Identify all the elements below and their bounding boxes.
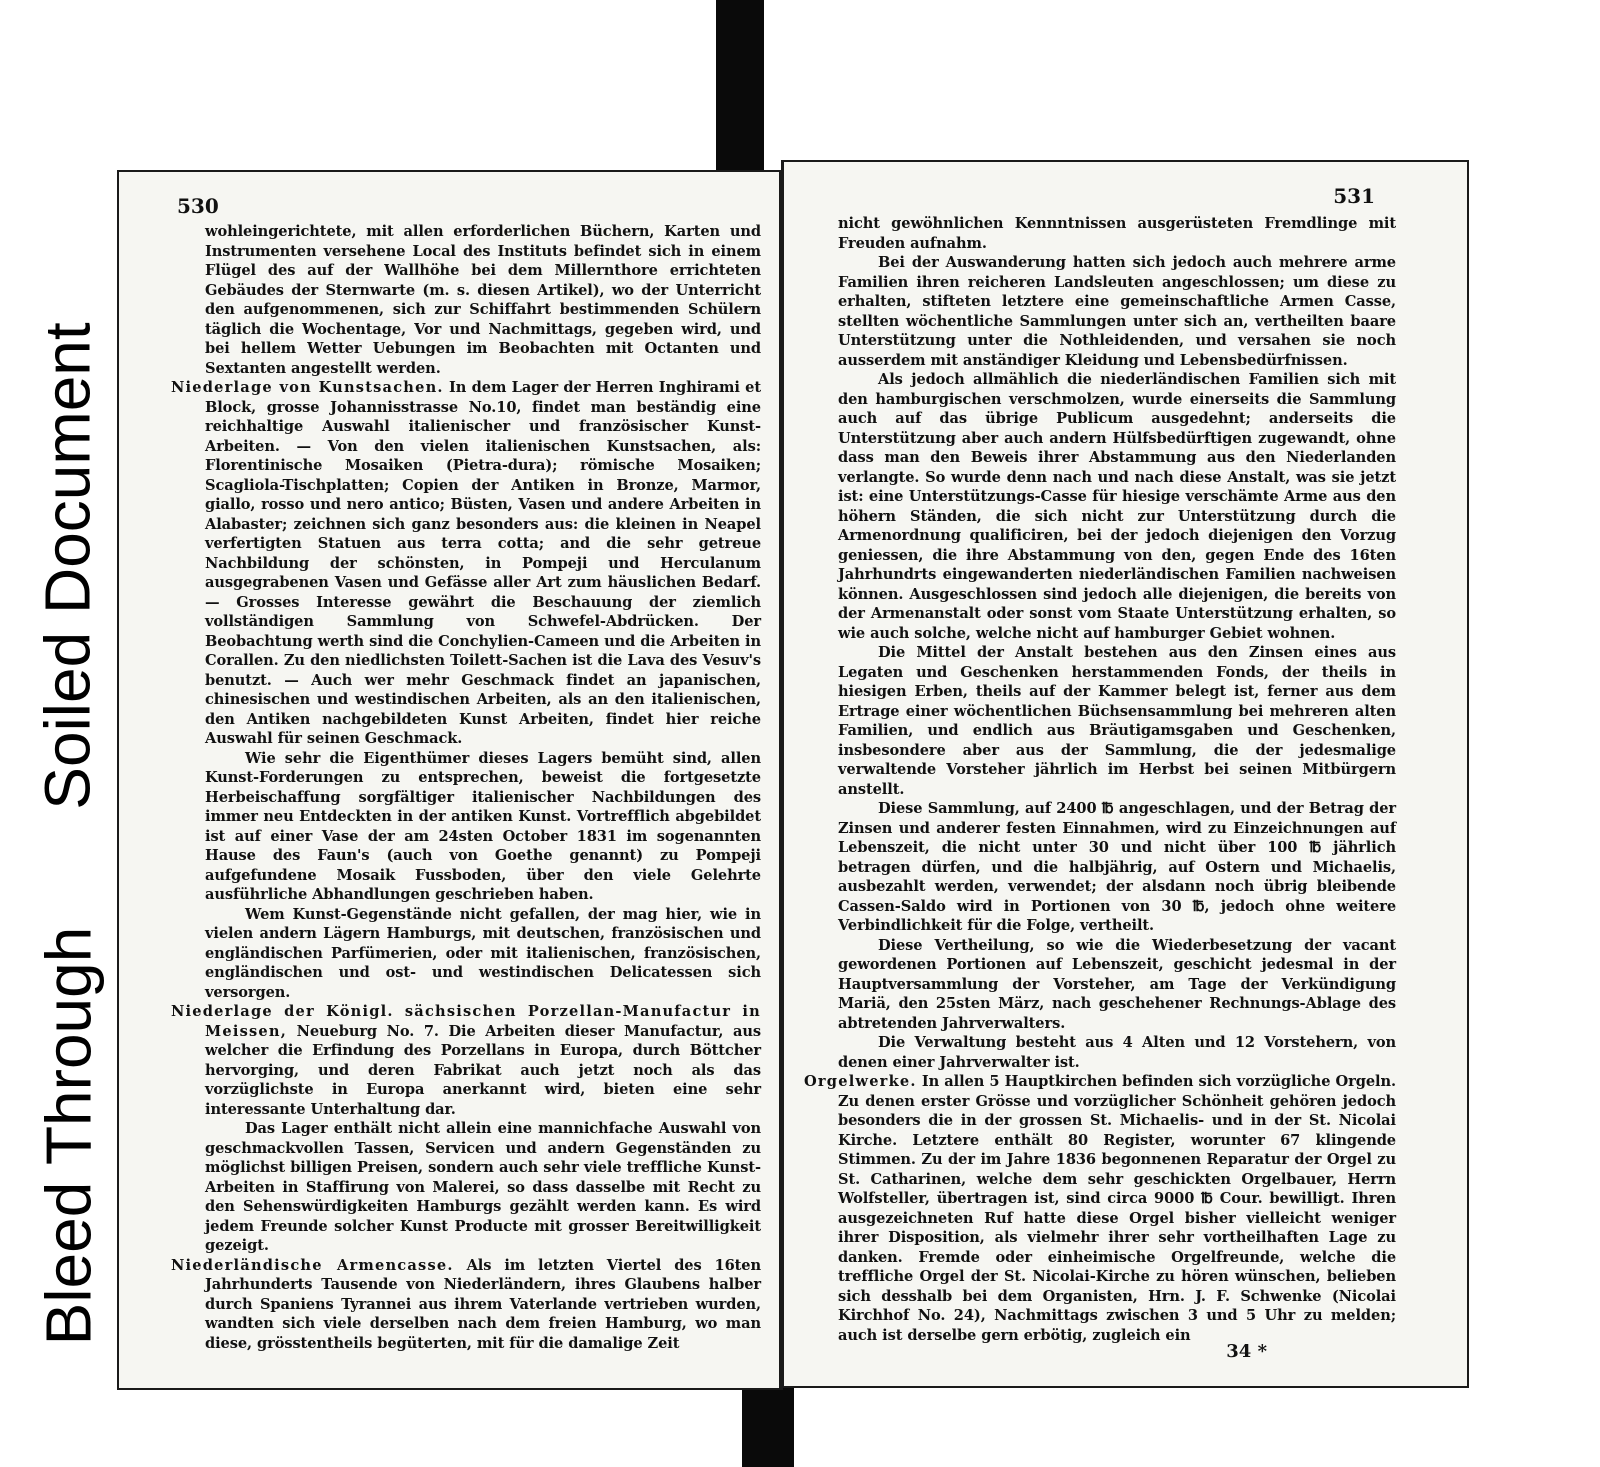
paragraph-text: Als jedoch allmählich die niederländischen Familien sich mit den hamburgischen verschmolzen, wurde einerseits die Sammlung auch auf das übrige Publicum ausgedehnt; anderseits die Unterstützung aber auch andern Hülfsbedürftigen zugewandt, ohne dass man den Beweis ihrer Abstammung aus den Niederlanden verlangte. So wurde denn nach und nach diese Anstalt, was sie jetzt ist: eine Unterstützungs-Casse für hiesige verschämte Arme aus den höhern Ständen, die sich nicht zur Unterstützung durch die Armenordnung qualificiren, bei der jedoch diejenigen den Vorzug geniessen, die ihre Abstammung von den, gegen Ende des 16ten Jahrhundrts eingewanderten niederländischen Familien nachweisen können. Ausgeschlossen sind jedoch alle diejenigen, die bereits von der Armenanstalt oder sonst vom Staate Unterstützung erhalten, so wie auch solche, welche nicht auf hamburger Gebiet wohnen. [838,371,1396,642]
paragraph-text: Wem Kunst-Gegenstände nicht gefallen, der mag hier, wie in vielen andern Lägern Hamburgs, mit deutschen, französischen und engländischen Parfümerien, oder mit italienischen, französischen, engländischen und ost- und westindischen Delicatessen sich versorgen. [205,905,761,1001]
paragraph [804,253,1396,370]
paragraph-text: Diese Vertheilung, so wie die Wiederbesetzung der vacant gewordenen Portionen auf Lebenszeit, geschicht jedesmal in der Hauptversammlung der Vorsteher, am Tage der Verkündigung Mariä, den 25sten März, nach geschehener Rechnungs-Ablage des abtretenden Jahrverwalters. [838,936,1396,1032]
page-text [171,222,761,1353]
paragraph-text: Bei der Auswanderung hatten sich jedoch auch mehrere arme Familien ihren reicheren Landsleuten angeschlossen; um diese zu erhalten, stifteten letztere eine gemeinschaftliche Armen Casse, stellten wöchentliche Sammlungen unter sich an, vertheilten baare Unterstützung unter die Nothleidenden, und versahen sie noch ausserdem mit anständiger Kleidung und Lebensbedürfnissen. [838,254,1396,369]
paragraph-text: In allen 5 Hauptkirchen befinden sich vorzügliche Orgeln. Zu denen erster Grösse und vorzüglicher Schönheit gehören jedoch besonders die in der grossen St. Michaelis- und in der St. Nicolai Kirche. Letztere enthält 80 Register, worunter 67 klingende Stimmen. Zu der im Jahre 1836 begonnenen Reparatur der Orgel zu St. Catharinen, welche dem sehr geschickten Orgelbauer, Herrn Wolfsteller, übertragen ist, sind circa 9000 ℔ Cour. bewilligt. Ihren ausgezeichneten Ruf hatte diese Orgel bisher vielleicht weniger ihrer Disposition, als vielmehr ihrer sehr vortheilhaften Lage zu danken. Fremde oder einheimische Orgelfreunde, welche die treffliche Orgel der St. Nicolai-Kirche zu hören wünschen, belieben sich desshalb bei dem Organisten, Hrn. J. F. Schwenke (Nicolai Kirchhof No. 24), Nachmittags zwischen 3 und 5 Uhr zu melden; auch ist derselbe gern erbötig, zugleich ein [838,1073,1396,1344]
paragraph-text: Die Mittel der Anstalt bestehen aus den Zinsen eines aus Legaten und Geschenken herstammenden Fonds, der theils in hiesigen Erben, theils auf der Kammer belegt ist, ferner aus dem Ertrage einer wöchentlichen Büchsensammlung bei mehreren alten Familien, und endlich aus Bräutigamsgaben und Geschenken, insbesondere aber aus der Sammlung, die der jedesmalige verwaltende Vorsteher jährlich im Herbst bei seinen Mitbürgern anstellt. [838,644,1396,798]
entry-heading: Niederländische Armencasse. [171,1256,454,1274]
paragraph-text: Die Verwaltung besteht aus 4 Alten und 12 Vorstehern, von denen einer Jahrverwalter ist. [838,1034,1396,1071]
paragraph [171,378,761,749]
soiled-document-label: Soiled Document [32,322,104,810]
paragraph [804,1033,1396,1072]
bleed-through-label: Bleed Through [32,926,104,1346]
paragraph-text: Das Lager enthält nicht allein eine mannichfache Auswahl von geschmackvollen Tassen, Servicen und andern Gegenständen zu möglichst billigen Preisen, sondern auch sehr viele treffliche Kunst-Arbeiten in Staffirung von Malerei, so dass dasselbe mit Recht zu den Sehenswürdigkeiten Hamburgs gezählt werden kann. Es wird jedem Freunde solcher Kunst Producte mit grosser Bereitwilligkeit gezeigt. [205,1120,761,1254]
paragraph [171,749,761,905]
binding-strip-bottom [742,1388,794,1467]
paragraph-text: Diese Sammlung, auf 2400 ℔ angeschlagen, und der Betrag der Zinsen und anderer festen Einnahmen, wird zu Einzeichnungen auf Lebenszeit, die nicht unter 30 und nicht über 100 ℔ jährlich betragen dürfen, und die halbjährig, auf Ostern und Michaelis, ausbezahlt werden, verwendet; der alsdann noch übrig bleibende Cassen-Saldo wird in Portionen von 30 ℔, jedoch ohne weitere Verbindlichkeit für die Folge, vertheilt. [838,800,1396,934]
entry-heading: Orgelwerke. [804,1073,917,1090]
paragraph [171,222,761,378]
right-page [781,160,1469,1388]
page-number: 531 [1333,184,1375,208]
entry-heading: Niederlage der Königl. sächsischen Porzellan-Manufactur in Meissen, [171,1003,761,1040]
paragraph-text: Als im letzten Viertel des 16ten Jahrhunderts Tausende von Niederländern, ihres Glaubens halber durch Spaniens Tyrannei aus ihrem Vaterlande vertrieben wurden, wandten sich viele derselben nach dem freien Hamburg, wo man diese, grösstentheils begüterten, mit für die damalige Zeit [205,1256,761,1352]
page-text [804,214,1396,1345]
paragraph [804,643,1396,799]
paragraph [171,1256,761,1354]
signature-mark: 34 * [1226,1341,1267,1362]
paragraph [804,370,1396,643]
page-number: 530 [177,194,219,218]
paragraph-text: In dem Lager der Herren Inghirami et Block, grosse Johannisstrasse No.10, findet man beständig eine reichhaltige Auswahl italienischer und französischer Kunst-Arbeiten. — Von den vielen italienischen Kunstsachen, als: Florentinische Mosaiken (Pietra-dura); römische Mosaiken; Scagliola-Tischplatten; Copien der Antiken in Bronze, Marmor, giallo, rosso und nero antico; Büsten, Vasen und andere Arbeiten in Alabaster; zeichnen sich ganz besonders aus: die kleinen in Neapel verfertigten Statuen aus terra cotta; and die sehr getreue Nachbildung der schönsten, in Pompeji und Herculanum ausgegrabenen Vasen und Gefässe aller Art zum häuslichen Bedarf. — Grosses Interesse gewährt die Beschauung der ziemlich vollständigen Sammlung von Schwefel-Abdrücken. Der Beobachtung werth sind die Conchylien-Cameen und die Arbeiten in Corallen. Zu den niedlichsten Toilett-Sachen ist die Lava des Vesuv's benutzt. — Auch wer mehr Geschmack findet an japanischen, chinesischen und westindischen Arbeiten, als an den italienischen, den Antiken nachgebildeten Kunst Arbeiten, findet hier reiche Auswahl für seinen Geschmack. [205,379,761,747]
paragraph-text: Wie sehr die Eigenthümer dieses Lagers bemüht sind, allen Kunst-Forderungen zu entsprechen, beweist die fortgesetzte Herbeischaffung sorgfältiger italienischer Nachbildungen des immer neu Entdeckten in der antiken Kunst. Vortrefflich abgebildet ist auf einer Vase der am 24sten October 1831 im sogenannten Hause des Faun's (auch von Goethe genannt) zu Pompeji aufgefundene Mosaik Fussboden, über den viele Gelehrte ausführliche Abhandlungen geschrieben haben. [205,749,761,903]
paragraph-text: nicht gewöhnlichen Kennntnissen ausgerüsteten Fremdlinge mit Freuden aufnahm. [838,215,1396,252]
binding-strip-top [716,0,764,172]
paragraph [804,1072,1396,1345]
left-page [117,170,783,1390]
paragraph [171,1119,761,1256]
paragraph-text: wohleingerichtete, mit allen erforderlichen Büchern, Karten und Instrumenten versehene Local des Instituts befindet sich in einem Flügel des auf der Wallhöhe bei dem Millernthore errichteten Gebäudes der Sternwarte (m. s. diesen Artikel), wo der Unterricht den aufgenommenen, sich zur Schiffahrt bestimmenden Schülern täglich die Wochentage, Vor und Nachmittags, gegeben wird, und bei hellem Wetter Uebungen im Beobachten mit Octanten und Sextanten angestellt werden. [205,223,761,377]
entry-heading: Niederlage von Kunstsachen. [171,379,444,396]
paragraph [804,936,1396,1034]
paragraph [171,1002,761,1119]
paragraph [171,905,761,1003]
paragraph-text: Neueburg No. 7. Die Arbeiten dieser Manufactur, aus welcher die Erfindung des Porzellans in Europa, durch Böttcher hervorging, und deren Fabrikat auch jetzt noch als das vorzüglichste in Europa anerkannt wird, bieten eine sehr interessante Unterhaltung dar. [205,1022,761,1118]
paragraph [804,799,1396,936]
paragraph [804,214,1396,253]
